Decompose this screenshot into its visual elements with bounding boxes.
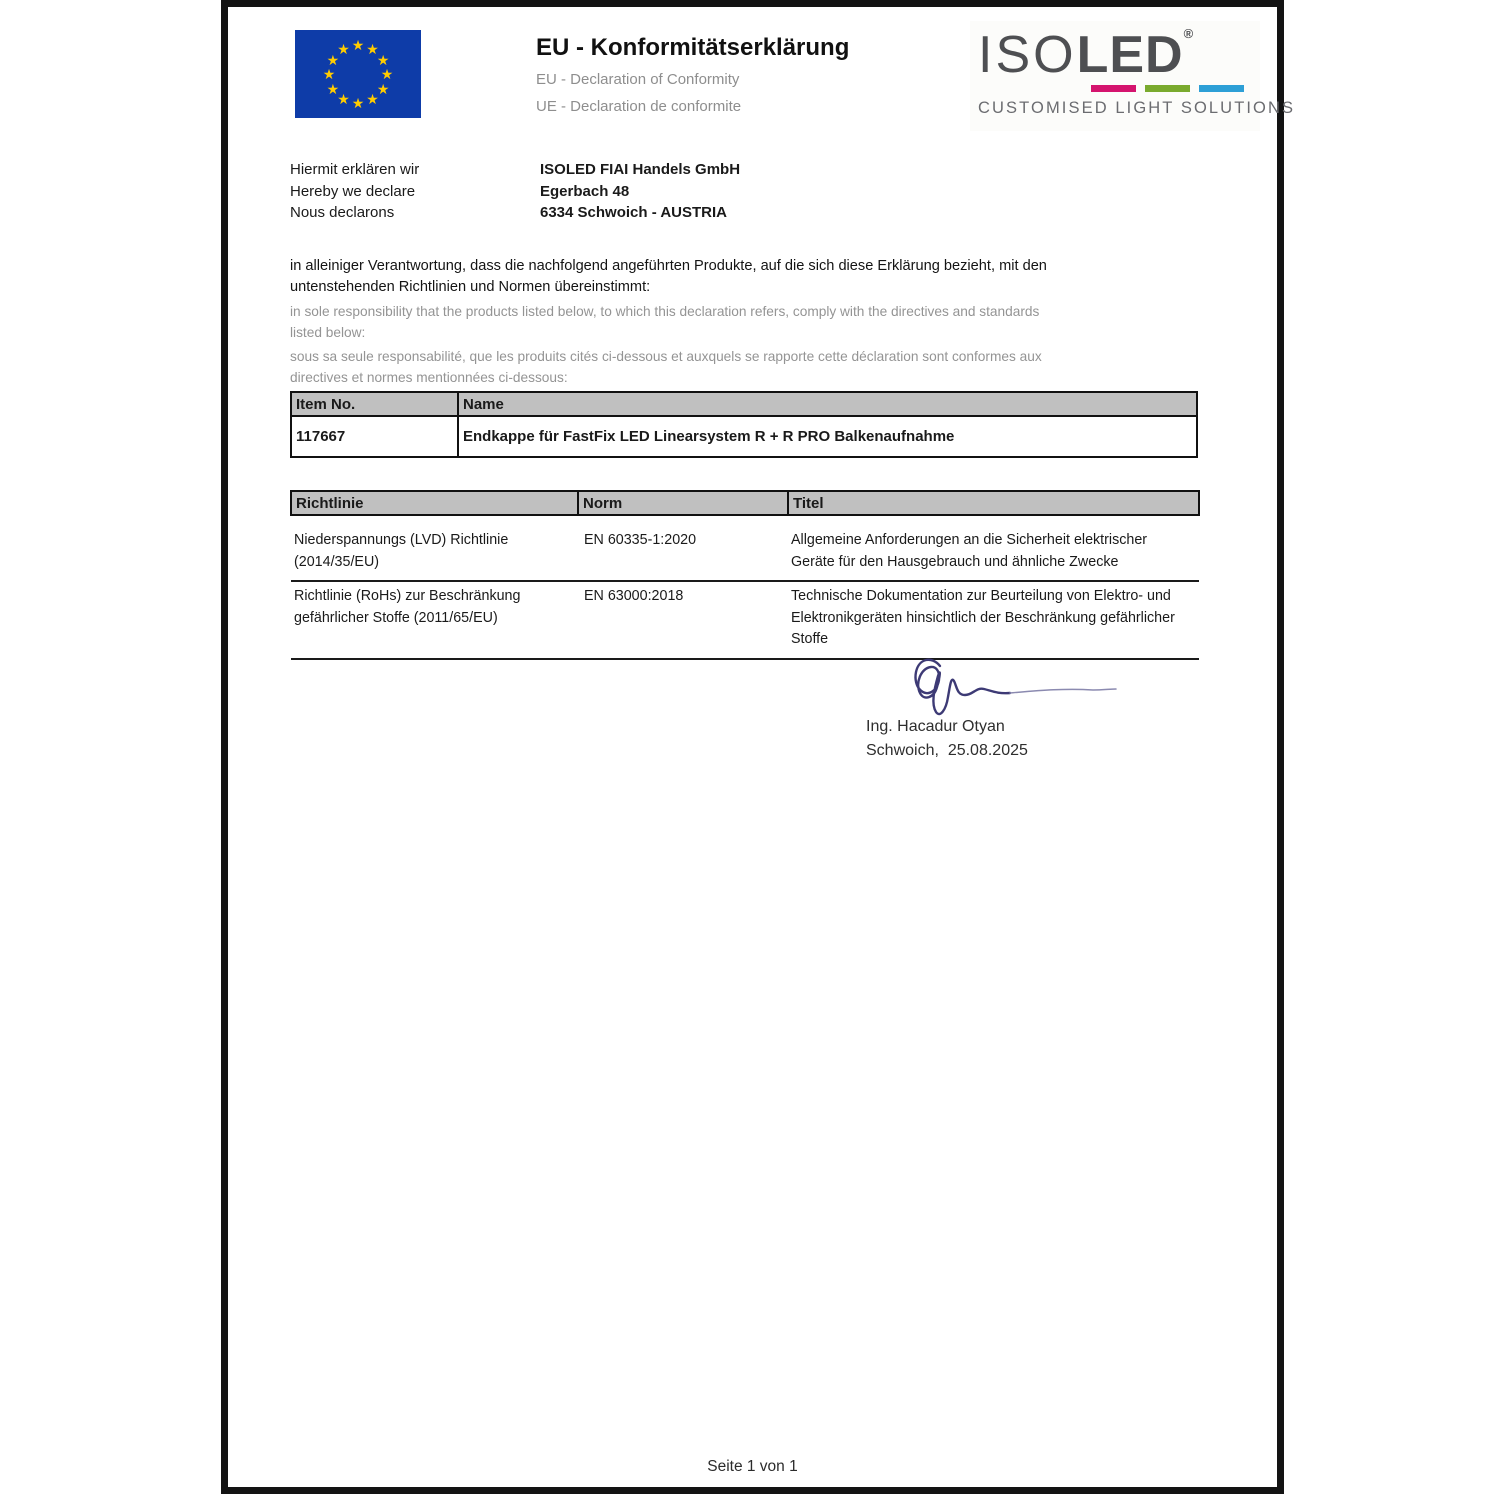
eu-flag-star: ★	[326, 51, 340, 68]
declarer-label-fr: Nous declarons	[290, 204, 395, 221]
eu-flag-star: ★	[326, 80, 340, 97]
logo-text-iso: ISO	[978, 26, 1077, 84]
eu-flag-star: ★	[366, 91, 379, 108]
directive-rohs-norm: EN 63000:2018	[578, 581, 788, 659]
eu-flag-star: ★	[337, 40, 350, 57]
logo-color-bars	[1091, 85, 1252, 92]
product-table-header-name: Name	[458, 392, 1197, 416]
directive-lvd-richtlinie: Niederspannungs (LVD) Richtlinie (2014/35/EU)	[291, 515, 578, 581]
declarer-label-en: Hereby we declare	[290, 182, 416, 200]
registered-trademark-icon: ®	[1183, 26, 1194, 41]
eu-flag-star: ★	[322, 66, 336, 82]
conformity-statement	[290, 256, 1048, 388]
directives-header-norm: Norm	[578, 491, 788, 515]
eu-flag-star: ★	[351, 37, 365, 53]
directive-rohs-richtlinie: Richtlinie (RoHs) zur Beschränkung gefährlicher Stoffe (2011/65/EU)	[291, 581, 578, 659]
company-address	[540, 159, 740, 224]
directives-table-header-row	[291, 491, 1199, 515]
product-table-header-itemno: Item No.	[291, 392, 458, 416]
declarer-label-de: Hiermit erklären wir	[290, 161, 420, 178]
company-name: ISOLED FIAI Handels GmbH	[540, 161, 741, 178]
company-street: Egerbach 48	[540, 182, 630, 200]
signatory-name: Ing. Hacadur Otyan	[866, 718, 1005, 735]
eu-flag-star: ★	[366, 40, 379, 57]
signature-place-date: Schwoich, 25.08.2025	[866, 742, 1028, 759]
document-subtitle-fr: UE - Declaration de conformite	[536, 98, 742, 115]
product-table-row	[291, 416, 1197, 457]
eu-flag-star: ★	[337, 91, 350, 108]
directive-lvd-norm: EN 60335-1:2020	[578, 515, 788, 581]
company-city: 6334 Schwoich - AUSTRIA	[540, 204, 727, 221]
eu-flag-star: ★	[380, 66, 394, 82]
directives-header-richtlinie: Richtlinie	[291, 491, 578, 515]
logo-bar-green	[1145, 85, 1190, 92]
logo-text-led: LED	[1076, 26, 1184, 84]
isoled-logo	[970, 21, 1296, 131]
product-item-number: 117667	[291, 416, 458, 457]
isoled-logo-wordmark	[978, 26, 1252, 84]
directive-rohs-titel: Technische Dokumentation zur Beurteilung von Elektro- und Elektronikgeräten hinsichtlich der Beschränkung gefährlicher Stoffe	[788, 581, 1199, 659]
directives-row-lvd	[291, 515, 1199, 581]
directives-header-titel: Titel	[788, 491, 1199, 515]
logo-bar-blue	[1199, 85, 1244, 92]
product-table	[290, 391, 1198, 458]
eu-flag-star: ★	[376, 51, 390, 68]
logo-bar-pink	[1091, 85, 1136, 92]
declarer-section	[290, 159, 740, 224]
handwritten-signature-image	[888, 650, 1128, 724]
title-block	[536, 34, 936, 115]
product-name: Endkappe für FastFix LED Linearsystem R + R PRO Balkenaufnahme	[458, 416, 1197, 457]
eu-flag-star: ★	[351, 95, 365, 111]
logo-tagline: CUSTOMISED LIGHT SOLUTIONS	[978, 99, 1296, 117]
eu-flag-icon	[295, 30, 421, 118]
document-page	[221, 0, 1296, 1494]
document-subtitle-en: EU - Declaration of Conformity	[536, 71, 740, 88]
document-title: EU - Konformitätserklärung	[536, 34, 850, 61]
declarer-labels	[290, 159, 540, 224]
eu-flag-star: ★	[376, 80, 390, 97]
statement-french: sous sa seule responsabilité, que les produits cités ci-dessous et auxquels se rapporte cette déclaration sont conformes aux directives et normes mentionnées ci-dessous:	[290, 348, 1042, 386]
product-table-header-row	[291, 392, 1197, 416]
directives-table	[290, 490, 1200, 660]
directives-row-rohs	[291, 581, 1199, 659]
statement-german: in alleiniger Verantwortung, dass die nachfolgend angeführten Produkte, auf die sich diese Erklärung bezieht, mit den untenstehenden Richtlinien und Normen übereinstimmt:	[290, 258, 1047, 296]
page-number-label: Seite 1 von 1	[707, 1458, 798, 1475]
statement-english: in sole responsibility that the products listed below, to which this declaration refers, comply with the directives and standards listed below:	[290, 303, 1040, 341]
directive-lvd-titel: Allgemeine Anforderungen an die Sicherheit elektrischer Geräte für den Hausgebrauch und ähnliche Zwecke	[788, 515, 1199, 581]
